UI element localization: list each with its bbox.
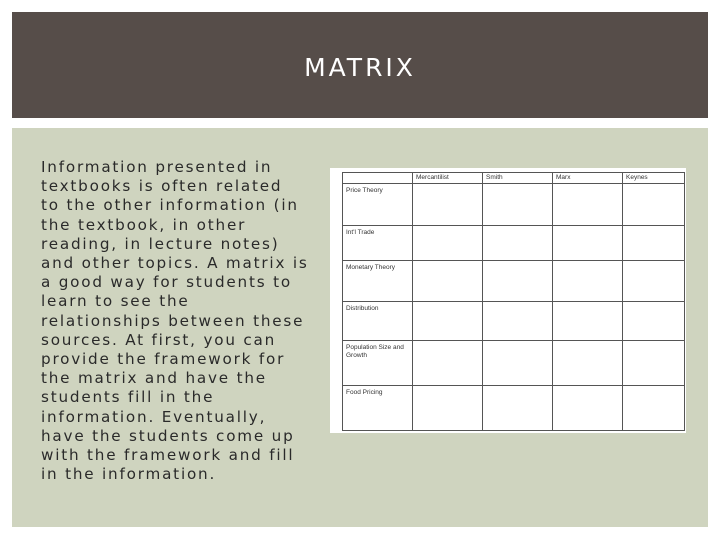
matrix-cell [553,184,623,226]
matrix-cell [413,341,483,386]
matrix-cell [623,226,685,261]
matrix-cell [413,386,483,431]
matrix-row-label: Food Pricing [343,386,413,431]
matrix-row [343,386,685,431]
matrix-header-keynes: Keynes [623,173,685,184]
matrix-cell [483,226,553,261]
matrix-row [343,341,685,386]
matrix-row-label: Price Theory [343,184,413,226]
matrix-header-mercantilist: Mercantilist [413,173,483,184]
matrix-cell [553,261,623,302]
matrix-row-label: Int'l Trade [343,226,413,261]
matrix-row-label: Monetary Theory [343,261,413,302]
matrix-cell [623,386,685,431]
matrix-row [343,184,685,226]
matrix-cell [483,184,553,226]
body-text: Information presented in textbooks is often related to the other information (in the textbook, in other reading, in lecture notes) and other topics. A matrix is a good way for students to learn to see the relationships between these sources. At first, you can provide the framework for the matrix and have the students fill in the information. Eventually, have the students come up with the framework and fill in the information. [41,158,309,484]
matrix-cell [413,302,483,341]
matrix-header-corner [343,173,413,184]
matrix-cell [413,226,483,261]
matrix-cell [483,386,553,431]
matrix-cell [413,184,483,226]
matrix-cell [483,261,553,302]
matrix-table [342,172,685,431]
matrix-cell [623,184,685,226]
matrix-row [343,261,685,302]
matrix-cell [483,341,553,386]
matrix-cell [553,226,623,261]
matrix-cell [553,302,623,341]
matrix-cell [623,261,685,302]
matrix-row-label: Population Size and Growth [343,341,413,386]
matrix-cell [413,261,483,302]
matrix-cell [623,302,685,341]
matrix-header-marx: Marx [553,173,623,184]
matrix-row [343,302,685,341]
matrix-cell [623,341,685,386]
matrix-cell [553,386,623,431]
matrix-row [343,226,685,261]
matrix-header-row [343,173,685,184]
title-bar [12,12,708,118]
matrix-cell [483,302,553,341]
content-panel [12,128,708,527]
matrix-cell [553,341,623,386]
slide-title: MATRIX [304,52,416,82]
matrix-header-smith: Smith [483,173,553,184]
matrix-image [330,168,686,433]
matrix-row-label: Distribution [343,302,413,341]
